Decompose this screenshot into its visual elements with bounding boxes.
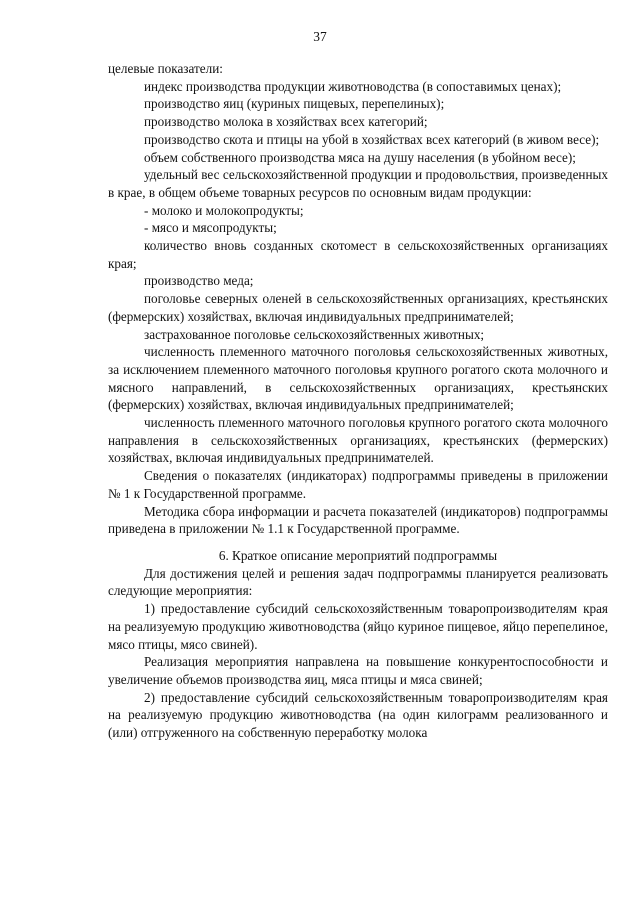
section-paragraph: Для достижения целей и решения задач подпрограммы планируется реализовать следующие мероприятия: <box>108 565 608 599</box>
paragraph-indicator: индекс производства продукции животноводства (в сопоставимых ценах); <box>144 78 562 94</box>
paragraph-indicator: застрахованное поголовье сельскохозяйственных животных; <box>144 326 485 342</box>
paragraph-indicator: численность племенного маточного поголовья крупного рогатого скота молочного направления в сельскохозяйственных организациях, крестьянских (фермерских) хозяйствах, включая индивидуальных предпринимателей. <box>108 415 608 466</box>
paragraph-targets-intro: целевые показатели: <box>108 61 223 76</box>
paragraph-indicator: производство скота и птицы на убой в хозяйствах всех категорий (в живом весе); <box>144 131 600 147</box>
document-body <box>108 60 608 742</box>
paragraph-indicator-subitem: - молоко и молокопродукты; <box>144 202 304 218</box>
paragraph-indicator: производство яиц (куриных пищевых, перепелиных); <box>144 96 445 112</box>
paragraph-indicator: поголовье северных оленей в сельскохозяйственных организациях, крестьянских (фермерских) хозяйствах, включая индивидуальных предпринимателей; <box>108 291 608 324</box>
paragraph-indicator: количество вновь созданных скотомест в сельскохозяйственных организациях края; <box>108 238 608 271</box>
paragraph-indicator: численность племенного маточного поголовья сельскохозяйственных животных, за исключением племенного маточного поголовья крупного рогатого скота молочного и мясного направлений, в сельскохозяйственных организациях, крестьянских (фермерских) хозяйствах, включая индивидуальных предпринимателей; <box>108 344 608 413</box>
paragraph-indicator-subitem: - мясо и мясопродукты; <box>144 220 277 236</box>
section-paragraph: 1) предоставление субсидий сельскохозяйственным товаропроизводителям края на реализуемую продукцию животноводства (яйцо куриное пищевое, яйцо перепелиное, мясо птицы, мясо свиней). <box>108 601 608 652</box>
paragraph-indicator: производство молока в хозяйствах всех категорий; <box>144 114 428 130</box>
paragraph-appendix-reference: Сведения о показателях (индикаторах) подпрограммы приведены в приложении № 1 к Государственной программе. <box>108 468 608 501</box>
page-number: 37 <box>313 29 327 44</box>
paragraph-methodology-reference: Методика сбора информации и расчета показателей (индикаторов) подпрограммы приведена в приложении № 1.1 к Государственной программе. <box>108 503 608 537</box>
section-paragraph: 2) предоставление субсидий сельскохозяйственным товаропроизводителям края на реализуемую продукцию животноводства (на один килограмм реализованного и (или) отгруженного на собственную переработку молока <box>108 689 608 741</box>
paragraph-indicator: объем собственного производства мяса на душу населения (в убойном весе); <box>144 149 576 165</box>
section-heading: 6. Краткое описание мероприятий подпрограммы <box>218 547 498 563</box>
paragraph-indicator: удельный вес сельскохозяйственной продукции и продовольствия, произведенных в крае, в общем объеме товарных ресурсов по основным видам продукции: <box>108 167 608 200</box>
paragraph-indicator: производство меда; <box>144 273 254 289</box>
section-paragraph: Реализация мероприятия направлена на повышение конкурентоспособности и увеличение объемов производства яиц, мяса птицы и мяса свиней; <box>108 654 608 687</box>
